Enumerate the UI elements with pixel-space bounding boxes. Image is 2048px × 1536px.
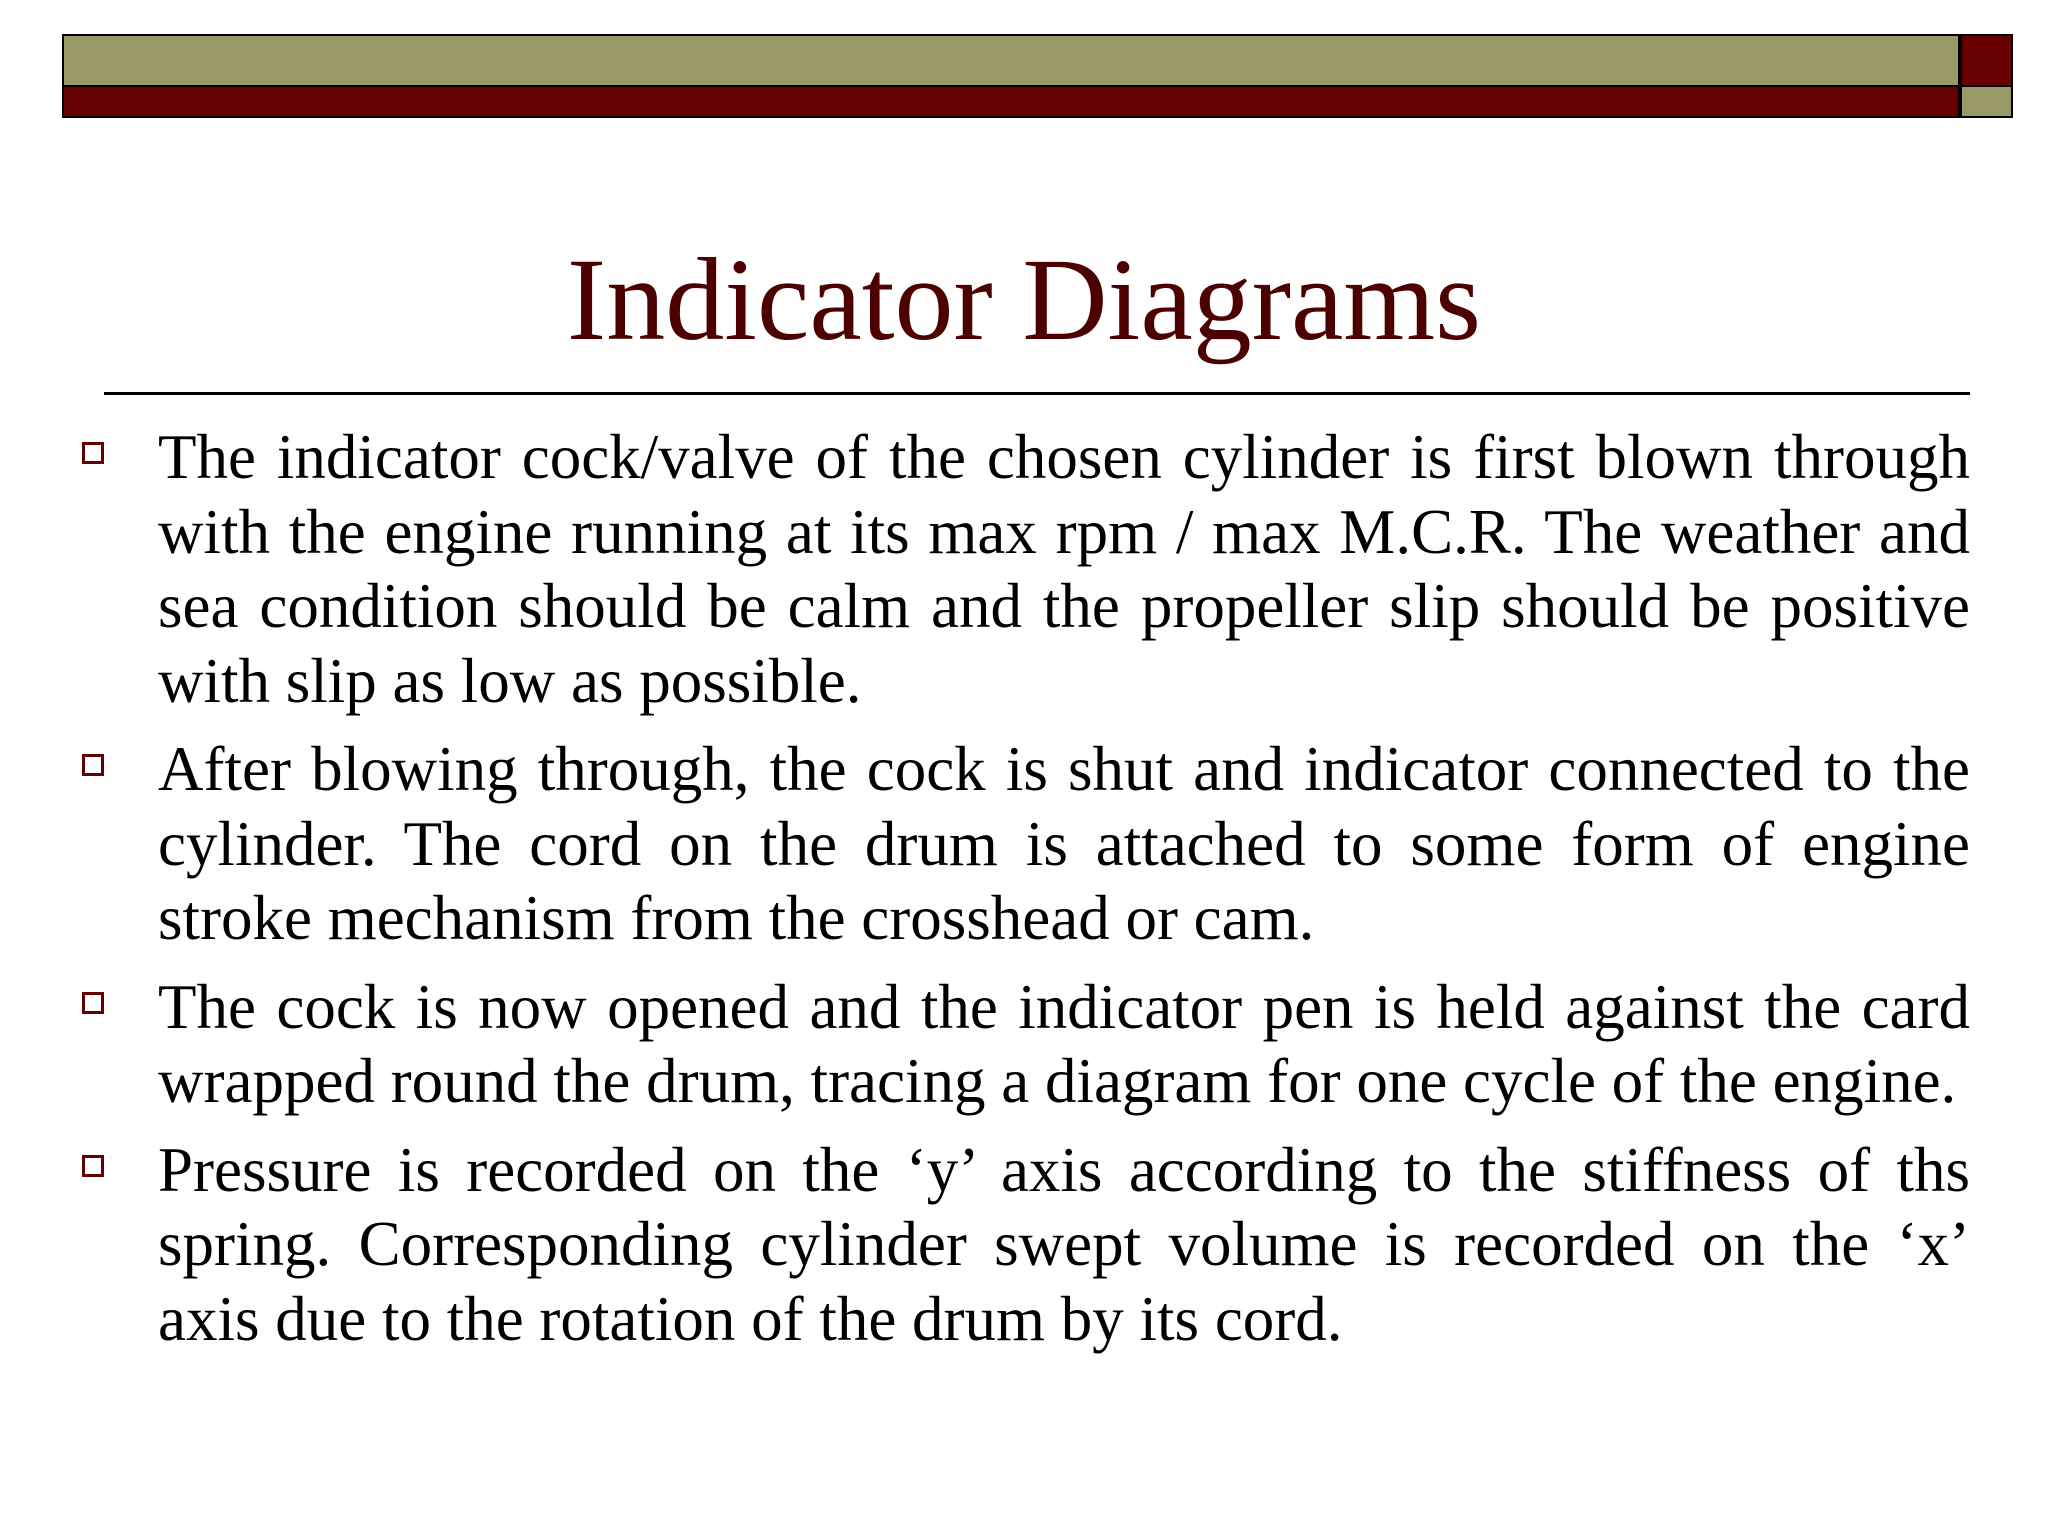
bullet-text: The cock is now opened and the indicator pen is held against the card wrapped round the drum, tracing a diagram for one cycle of the engine.: [158, 971, 1970, 1116]
slide-title: Indicator Diagrams: [566, 234, 1482, 365]
bullet-item: [80, 420, 1970, 718]
bullet-list: [80, 420, 1970, 1370]
bullet-text: After blowing through, the cock is shut and indicator connected to the cylinder. The cord on the drum is attached to some form of engine stroke mechanism from the crosshead or cam.: [158, 734, 1970, 953]
hollow-square-bullet-icon: [82, 1155, 104, 1177]
bullet-text: The indicator cock/valve of the chosen cylinder is first blown through with the engine running at its max rpm / max M.C.R. The weather and sea condition should be calm and the propeller slip should be positive with slip as low as possible.: [158, 422, 1970, 716]
hollow-square-bullet-icon: [82, 442, 104, 464]
title-divider: [104, 392, 1970, 395]
hollow-square-bullet-icon: [82, 992, 104, 1014]
header-corner-olive: [1960, 85, 2013, 118]
bullet-item: [80, 732, 1970, 956]
header-banner-red: [62, 85, 1960, 118]
header-corner-red: [1960, 34, 2013, 85]
bullet-text: Pressure is recorded on the ‘y’ axis according to the stiffness of ths spring. Corresponding cylinder swept volume is recorded on the ‘x’ axis due to the rotation of the drum by its cord.: [158, 1134, 1970, 1354]
hollow-square-bullet-icon: [82, 754, 104, 776]
bullet-item: [80, 1133, 1970, 1357]
bullet-item: [80, 970, 1970, 1119]
header-banner-olive: [62, 34, 1960, 85]
